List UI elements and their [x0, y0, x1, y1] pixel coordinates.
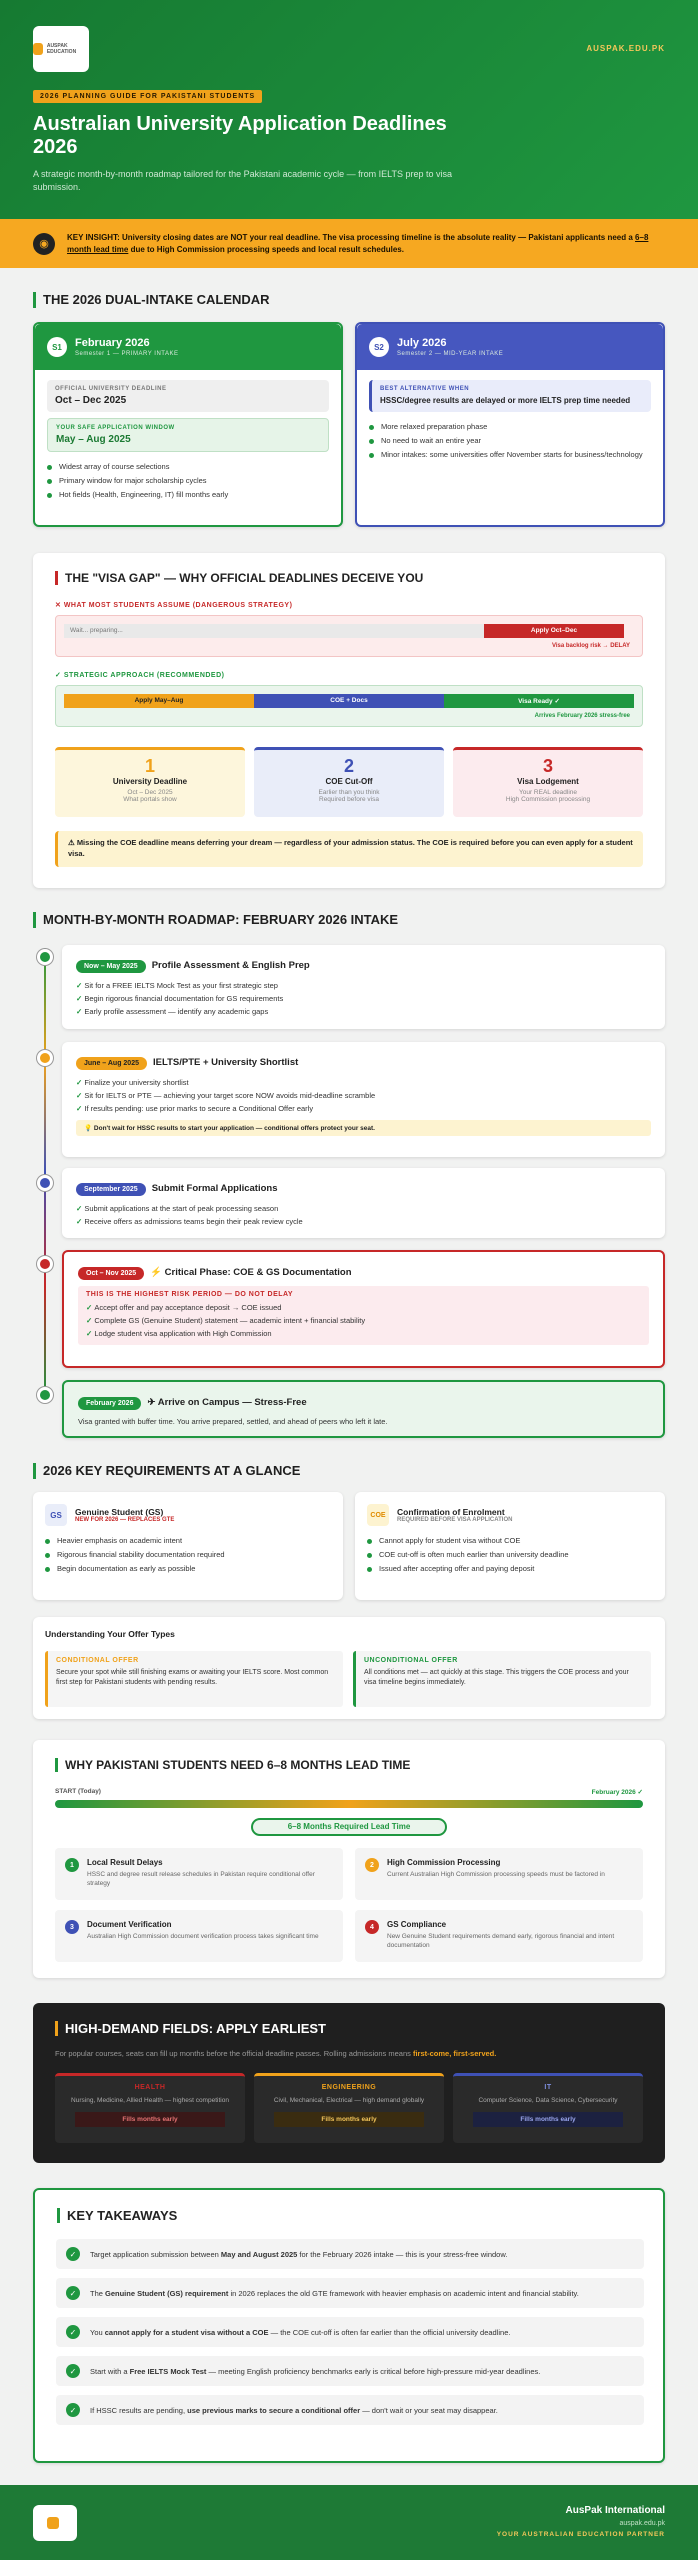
fact-detail: HSSC and degree result release schedules in Pakistan require conditional offer strategy [87, 1871, 315, 1887]
timeline-dot [37, 1387, 53, 1403]
jul-card-header [357, 324, 663, 370]
fact-number: 1 [65, 1858, 79, 1872]
apply-early-bar: Apply May–Aug [64, 694, 254, 708]
deadline-card-university [55, 747, 245, 817]
fact-title: Document Verification [87, 1920, 172, 1929]
check-icon: ✓ [66, 2286, 80, 2300]
end-label: February 2026 ✓ [591, 1789, 643, 1796]
field-card-it [453, 2073, 643, 2143]
coe-title: Confirmation of Enrolment [397, 1507, 505, 1517]
fact-number: 3 [65, 1920, 79, 1934]
risk-label: Visa backlog risk → DELAY [551, 643, 630, 649]
risk-label: THIS IS THE HIGHEST RISK PERIOD — DO NOT DELAY [86, 1291, 294, 1298]
check-icon: ✓ [66, 2247, 80, 2261]
deadline-card-visa [453, 747, 643, 817]
wrong-timeline [55, 615, 643, 657]
takeaway-item: ✓ Target application submission between May and August 2025 for the February 2026 intake — this is your stress-free window. [56, 2239, 644, 2269]
card-detail: What portals show [123, 796, 177, 803]
field-title: ENGINEERING [321, 2084, 377, 2091]
takeaways-title: KEY TAKEAWAYS [57, 2208, 177, 2223]
feb-subtitle: Semester 1 — PRIMARY INTAKE [75, 351, 179, 357]
card-detail: Earlier than you think [318, 789, 380, 796]
check-icon: ✓ [66, 2403, 80, 2417]
card-detail: Required before visa [319, 796, 379, 803]
unconditional-offer-box [353, 1651, 651, 1707]
date-pill: February 2026 [78, 1397, 141, 1410]
feb-card-header [35, 324, 341, 370]
lightbulb-icon: ◉ [33, 233, 55, 255]
step-title: Submit Formal Applications [151, 1183, 278, 1194]
list-item: Cannot apply for student visa without COE [367, 1534, 653, 1548]
field-detail: Computer Science, Data Science, Cybersecurity [478, 2097, 618, 2104]
tip-note: 💡 Don't wait for HSSC results to start your application — conditional offers protect your seat. [76, 1120, 651, 1136]
fact-number: 2 [365, 1858, 379, 1872]
fact-card [55, 1910, 343, 1962]
list-item: No need to wait an entire year [369, 434, 651, 448]
visa-ready-bar: Visa Ready ✓ [444, 694, 634, 708]
footer-name: AusPak International [565, 2505, 665, 2516]
strategic-approach-label: ✓ STRATEGIC APPROACH (RECOMMENDED) [55, 672, 225, 679]
safe-window-value: May – Aug 2025 [56, 434, 131, 445]
step-list [76, 1076, 651, 1115]
alternative-box [369, 380, 651, 412]
step-list [76, 979, 651, 1018]
arrive-label: Arrives February 2026 stress-free [534, 713, 630, 719]
list-item: Primary window for major scholarship cycles [47, 474, 329, 488]
card-title: COE Cut-Off [325, 777, 373, 786]
feb-intake-card [33, 322, 343, 527]
takeaway-item: ✓ The Genuine Student (GS) requirement in 2026 replaces the old GTE framework with heavier emphasis on academic intent and financial stability. [56, 2278, 644, 2308]
list-item: Rigorous financial stability documentation required [45, 1548, 331, 1562]
coe-subtitle: REQUIRED BEFORE VISA APPLICATION [397, 1517, 513, 1523]
logo-text: AUSPAK EDUCATION [46, 43, 77, 55]
footer-brand [497, 2505, 665, 2538]
coe-icon: COE [367, 1504, 389, 1526]
safe-window-label: YOUR SAFE APPLICATION WINDOW [56, 425, 175, 431]
list-item: Widest array of course selections [47, 460, 329, 474]
card-number: 2 [343, 756, 354, 776]
deadline-card-coe [254, 747, 444, 817]
official-deadline-box [47, 380, 329, 412]
list-item: ✓ If results pending: use prior marks to secure a Conditional Offer early [76, 1102, 651, 1115]
takeaway-item: ✓ If HSSC results are pending, use previous marks to secure a conditional offer — don't wait or your seat may disappear. [56, 2395, 644, 2425]
step-title: ⚡ Critical Phase: COE & GS Documentation [150, 1267, 352, 1278]
field-title: HEALTH [134, 2084, 166, 2091]
jul-subtitle: Semester 2 — MID-YEAR INTAKE [397, 351, 504, 357]
section-title-calendar: THE 2026 DUAL-INTAKE CALENDAR [33, 292, 270, 308]
list-item: Issued after accepting offer and paying deposit [367, 1562, 653, 1576]
offer-types-title: Understanding Your Offer Types [45, 1629, 175, 1639]
logo-mark [47, 2517, 59, 2529]
list-item: ✓ Accept offer and pay acceptance deposit → COE issued [86, 1301, 641, 1314]
step-title: ✈ Arrive on Campus — Stress-Free [147, 1397, 307, 1408]
visa-gap-title: THE "VISA GAP" — WHY OFFICIAL DEADLINES DECEIVE YOU [55, 571, 423, 585]
check-icon: ✓ [66, 2325, 80, 2339]
fills-badge: Fills months early [75, 2112, 225, 2127]
list-item: ✓ Lodge student visa application with High Commission [86, 1327, 641, 1340]
coe-list [367, 1534, 653, 1576]
field-card-health [55, 2073, 245, 2143]
jul-title: July 2026 [397, 337, 447, 349]
card-number: 3 [542, 756, 553, 776]
conditional-label: CONDITIONAL OFFER [56, 1657, 139, 1664]
section-title-roadmap: MONTH-BY-MONTH ROADMAP: FEBRUARY 2026 INTAKE [33, 912, 398, 928]
semester-badge: S1 [47, 337, 67, 357]
date-pill: September 2025 [76, 1183, 146, 1196]
card-title: Visa Lodgement [517, 777, 579, 786]
list-item: COE cut-off is often much earlier than university deadline [367, 1548, 653, 1562]
footer [0, 2485, 698, 2560]
takeaway-item: ✓ Start with a Free IELTS Mock Test — meeting English proficiency benchmarks early is critical before high-pressure mid-year deadlines. [56, 2356, 644, 2386]
gs-icon: GS [45, 1504, 67, 1526]
lead-time-card [33, 1740, 665, 1978]
lead-time-bar [55, 1800, 643, 1808]
high-demand-intro: For popular courses, seats can fill up months before the official deadline passes. Rolling admissions means first-come, first-served. [55, 2049, 497, 2058]
fact-number: 4 [365, 1920, 379, 1934]
field-title: IT [544, 2084, 552, 2091]
roadmap-step-5 [62, 1380, 665, 1438]
card-title: University Deadline [112, 777, 188, 786]
field-detail: Civil, Mechanical, Electrical — high demand globally [273, 2097, 425, 2104]
card-detail: High Commission processing [505, 796, 591, 803]
high-demand-title: HIGH-DEMAND FIELDS: APPLY EARLIEST [55, 2021, 326, 2036]
official-deadline-label: OFFICIAL UNIVERSITY DEADLINE [55, 386, 167, 392]
key-insight-banner [0, 219, 698, 268]
list-item: ✓ Begin rigorous financial documentation for GS requirements [76, 992, 651, 1005]
timeline-dot [37, 949, 53, 965]
feb-benefits-list [35, 460, 341, 502]
offer-types-card [33, 1617, 665, 1719]
roadmap-step-1 [62, 945, 665, 1029]
start-label: START (Today) [55, 1788, 101, 1795]
conditional-offer-box [45, 1651, 343, 1707]
unconditional-label: UNCONDITIONAL OFFER [364, 1657, 458, 1664]
footer-logo[interactable] [33, 2505, 77, 2541]
list-item: ✓ Early profile assessment — identify any academic gaps [76, 1005, 651, 1018]
date-pill: Now – May 2025 [76, 960, 146, 973]
check-icon: ✓ [66, 2364, 80, 2378]
step-list [86, 1301, 641, 1340]
field-detail: Nursing, Medicine, Allied Health — highest competition [71, 2097, 229, 2104]
semester-badge: S2 [369, 337, 389, 357]
step-title: Profile Assessment & English Prep [151, 960, 310, 971]
late-apply-bar: Apply Oct–Dec [484, 624, 624, 638]
field-card-engineering [254, 2073, 444, 2143]
step-title: IELTS/PTE + University Shortlist [153, 1057, 299, 1068]
jul-benefits-list [357, 420, 663, 462]
insight-text: KEY INSIGHT: University closing dates are NOT your real deadline. The visa processing timeline is the absolute reality — Pakistani applicants need a 6–8 month lead time due to High Commission processing speeds and local result schedules. [67, 232, 649, 254]
fact-card [355, 1910, 643, 1962]
brand-logo[interactable] [33, 26, 89, 72]
page-subtitle: A strategic month-by-month roadmap tailored for the Pakistani academic cycle — from IELTS prep to visa submission. [33, 169, 453, 192]
fact-card [355, 1848, 643, 1900]
coe-requirement-card [355, 1492, 665, 1600]
list-item: ✓ Complete GS (Genuine Student) statement — academic intent + financial stability [86, 1314, 641, 1327]
fills-badge: Fills months early [473, 2112, 623, 2127]
gs-title: Genuine Student (GS) [75, 1507, 164, 1517]
alternative-label: BEST ALTERNATIVE WHEN [380, 386, 470, 392]
dangerous-strategy-label: ✕ WHAT MOST STUDENTS ASSUME (DANGEROUS STRATEGY) [55, 602, 293, 609]
right-timeline [55, 685, 643, 727]
timeline-dot [37, 1050, 53, 1066]
card-number: 1 [144, 756, 155, 776]
list-item: ✓ Finalize your university shortlist [76, 1076, 651, 1089]
fact-detail: Australian High Commission document verification process takes significant time [87, 1933, 319, 1940]
list-item: More relaxed preparation phase [369, 420, 651, 434]
fact-card [55, 1848, 343, 1900]
roadmap-step-2 [62, 1042, 665, 1157]
card-detail: Oct – Dec 2025 [127, 789, 173, 796]
timeline-line [44, 948, 46, 1398]
timeline-dot [37, 1175, 53, 1191]
gs-subtitle: NEW FOR 2026 — REPLACES GTE [75, 1517, 175, 1523]
feb-title: February 2026 [75, 337, 150, 349]
fact-title: Local Result Delays [87, 1858, 163, 1867]
roadmap-step-3 [62, 1168, 665, 1238]
jul-intake-card [355, 322, 665, 527]
page-title: Australian University Application Deadlines 2026 [33, 113, 447, 158]
date-pill: June – Aug 2025 [76, 1057, 147, 1070]
fills-badge: Fills months early [274, 2112, 424, 2127]
lead-time-title: WHY PAKISTANI STUDENTS NEED 6–8 MONTHS LEAD TIME [55, 1758, 410, 1772]
fact-title: High Commission Processing [387, 1858, 501, 1867]
hero-banner [0, 0, 698, 219]
fact-detail: Current Australian High Commission processing speeds must be factored in [387, 1871, 605, 1878]
wait-bar: Wait... preparing... [64, 624, 484, 638]
lead-time-pill: 6–8 Months Required Lead Time [251, 1818, 447, 1836]
risk-box [78, 1286, 649, 1345]
list-item: Heavier emphasis on academic intent [45, 1534, 331, 1548]
list-item: Begin documentation as early as possible [45, 1562, 331, 1576]
step-list [76, 1202, 651, 1228]
visa-gap-card [33, 553, 665, 888]
roadmap-step-4 [62, 1250, 665, 1368]
list-item: ✓ Sit for IELTS or PTE — achieving your target score NOW avoids mid-deadline scramble [76, 1089, 651, 1102]
card-detail: Your REAL deadline [518, 789, 578, 796]
date-pill: Oct – Nov 2025 [78, 1267, 144, 1280]
conditional-text: Secure your spot while still finishing exams or awaiting your IELTS score. Most common first step for Pakistani students with pending results. [56, 1669, 329, 1686]
logo-mark [33, 43, 43, 55]
guide-tag: 2026 PLANNING GUIDE FOR PAKISTANI STUDENTS [33, 90, 262, 103]
timeline-dot [37, 1256, 53, 1272]
coe-warning: ⚠ Missing the COE deadline means deferring your dream — regardless of your admission status. The COE is required before you can even apply for a student visa. [55, 831, 643, 867]
fact-title: GS Compliance [387, 1920, 447, 1929]
fact-detail: New Genuine Student requirements demand early, rigorous financial and intent documentation [387, 1933, 615, 1949]
coe-docs-bar: COE + Docs [254, 694, 444, 708]
list-item: Hot fields (Health, Engineering, IT) fill months early [47, 488, 329, 502]
step-description: Visa granted with buffer time. You arrive prepared, settled, and ahead of peers who left it late. [78, 1417, 388, 1426]
list-item: ✓ Receive offers as admissions teams begin their peak review cycle [76, 1215, 651, 1228]
section-title-requirements: 2026 KEY REQUIREMENTS AT A GLANCE [33, 1463, 300, 1479]
gs-list [45, 1534, 331, 1576]
footer-tagline: YOUR AUSTRALIAN EDUCATION PARTNER [496, 2531, 665, 2538]
list-item: ✓ Submit applications at the start of peak processing season [76, 1202, 651, 1215]
list-item: ✓ Sit for a FREE IELTS Mock Test as your first strategic step [76, 979, 651, 992]
list-item: Minor intakes: some universities offer November starts for business/technology [369, 448, 651, 462]
high-demand-section [33, 2003, 665, 2163]
official-deadline-value: Oct – Dec 2025 [55, 395, 127, 406]
safe-window-box [47, 418, 329, 452]
gs-requirement-card [33, 1492, 343, 1600]
unconditional-text: All conditions met — act quickly at this stage. This triggers the COE process and your visa timeline begins immediately. [364, 1669, 629, 1686]
site-url[interactable]: AUSPAK.EDU.PK [586, 44, 665, 53]
takeaway-item: ✓ You cannot apply for a student visa without a COE — the COE cut-off is often far earlier than the official university deadline. [56, 2317, 644, 2347]
footer-site[interactable]: auspak.edu.pk [619, 2520, 665, 2527]
alternative-value: HSSC/degree results are delayed or more IELTS prep time needed [380, 396, 631, 405]
